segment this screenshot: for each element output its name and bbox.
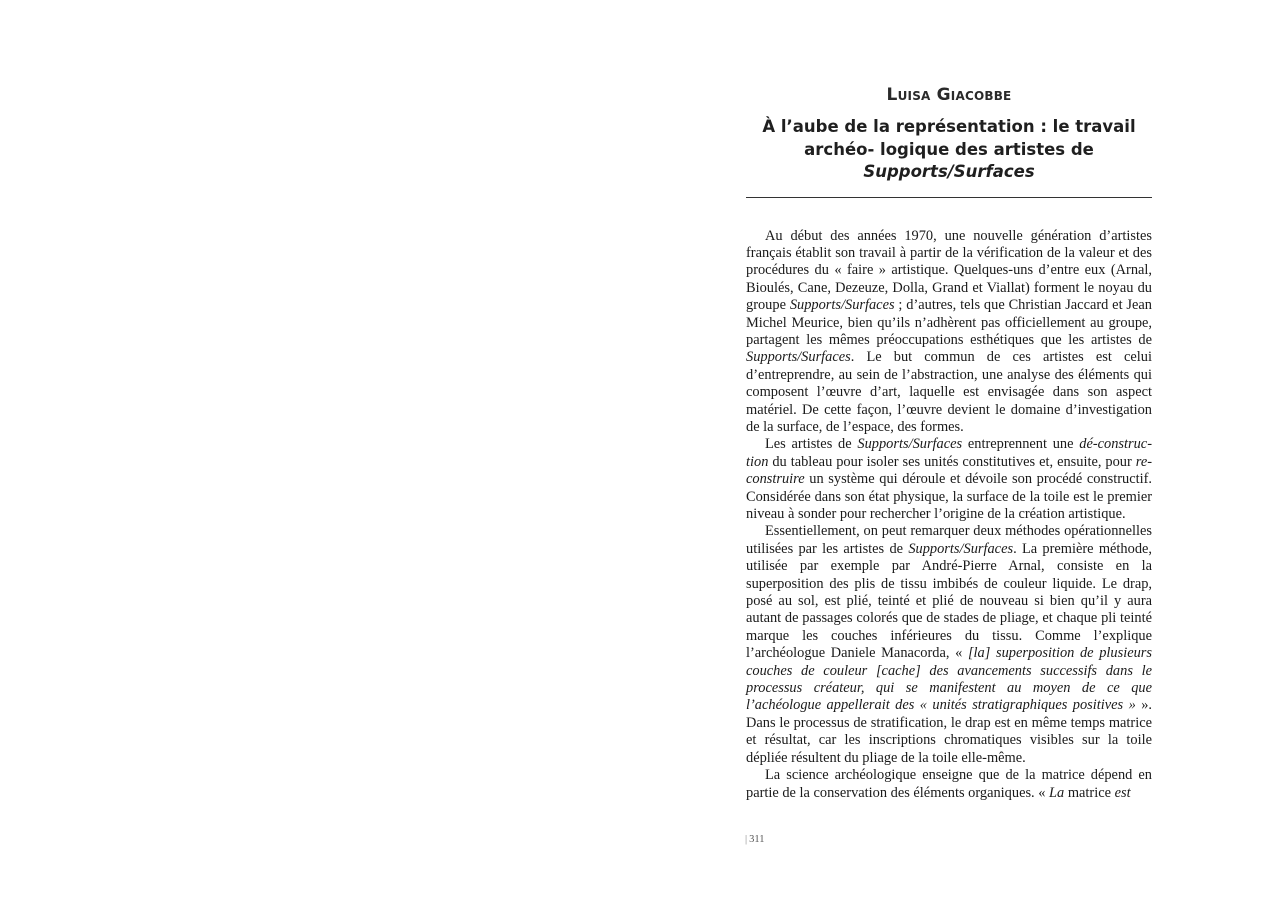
author-name: Luisa Giacobbe bbox=[886, 85, 1012, 105]
right-page bbox=[746, 84, 1152, 802]
paragraph-2: Les artistes de Supports/Surfaces entreprennent une dé-construction du tableau pour isoler ses unités constitutives et, ensuite, pour re-construire un système qui déroule et dévoile son procédé constructif. Considérée dans son état physique, la surface de la toile est le premier niveau à sonder pour rechercher l’origine de la création artistique. bbox=[746, 436, 1152, 522]
article-title bbox=[746, 116, 1152, 184]
page-number-value: 311 bbox=[749, 834, 765, 845]
folio-bar: | bbox=[745, 834, 748, 845]
paragraph-4: La science archéologique enseigne que de la matrice dépend en partie de la conservation des éléments organiques. « La matrice est bbox=[746, 767, 1152, 801]
page-number bbox=[745, 834, 764, 846]
title-rule bbox=[746, 197, 1152, 198]
title-italic: Supports/Surfaces bbox=[863, 162, 1035, 181]
paragraph-3: Essentiellement, on peut remarquer deux méthodes opérationnelles utilisées par les artistes de Supports/Surfaces. La première méthode, utilisée par exemple par André-Pierre Arnal, consiste en la superposition des plis de tissu imbibés de couleur liquide. Le drap, posé au sol, est plié, teinté et plié de nouveau si bien qu’il y aura autant de passages colorés que de stades de pliage, et chaque pli teinté marque les couches inférieures du tissu. Comme l’explique l’archéologue Daniele Manacorda, « [la] superposition de plusieurs couches de couleur [cache] des avancements successifs dans le processus créateur, qui se manifestent au moyen de ce que l’achéologue appellerait des « unités stratigraphiques positives » ». Dans le processus de stratification, le drap est en même temps matrice et résultat, car les inscriptions chromatiques visibles sur la toile dépliée résultent du pliage de la toile elle-même. bbox=[746, 523, 1152, 766]
title-text: À l’aube de la représentation : le travail archéo- logique des artistes de bbox=[762, 117, 1136, 159]
article-body bbox=[746, 228, 1152, 802]
paragraph-1: Au début des années 1970, une nouvelle génération d’artistes français établit son travail à partir de la vérification de la valeur et des procédures du « faire » artistique. Quelques-uns d’entre eux (Arnal, Bioulés, Cane, Dezeuze, Dolla, Grand et Viallat) forment le noyau du groupe Supports/Surfaces ; d’autres, tels que Christian Jaccard et Jean Michel Meurice, bien qu’ils n’adhèrent pas officiellement au groupe, partagent les mêmes préoccupations esthétiques que les artistes de Supports/Surfaces. Le but commun de ces artistes est celui d’entreprendre, au sein de l’abstraction, une analyse des éléments qui composent l’œuvre d’art, laquelle est envisagée dans son aspect matériel. De cette façon, l’œuvre devient le domaine d’investigation de la surface, de l’espace, des formes. bbox=[746, 227, 1153, 435]
